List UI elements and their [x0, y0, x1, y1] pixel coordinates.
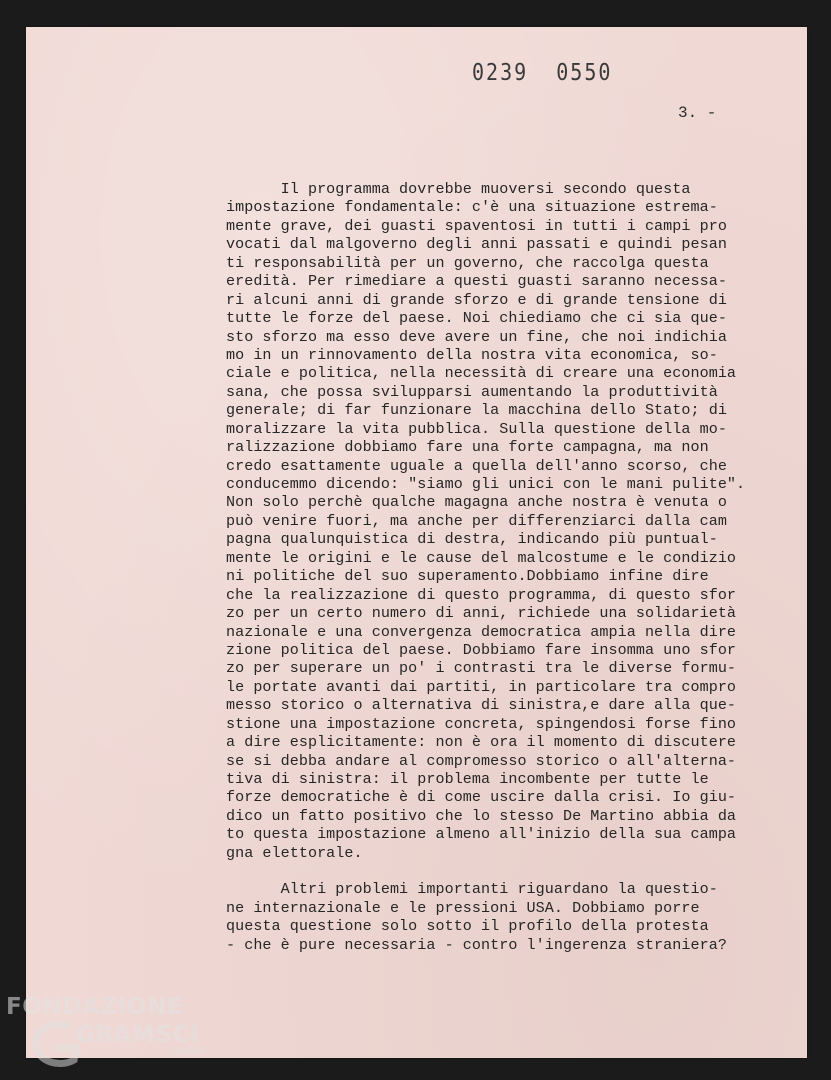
page-number: 3. - — [678, 104, 717, 122]
text-line: Non solo perchè qualche magagna anche nostra è venuta o — [226, 493, 727, 512]
watermark-line1: FONDAZIONE — [6, 994, 184, 1020]
text-line: gna elettorale. — [226, 843, 363, 862]
fondazione-gramsci-watermark — [4, 990, 214, 1070]
text-line: che la realizzazione di questo programma, di questo sfor — [226, 585, 737, 604]
watermark-suffix: onlus — [174, 1046, 205, 1057]
text-line: messo storico o alternativa di sinistra,e dare alla que- — [226, 696, 737, 715]
text-line: mente grave, dei guasti spaventosi in tutti i campi pro — [226, 216, 727, 235]
text-line: nazionale e una convergenza democratica ampia nella dire — [226, 622, 737, 641]
text-line: zo per superare un po' i contrasti tra le diverse formu- — [226, 659, 737, 678]
text-line: mo in un rinnovamento della nostra vita economica, so- — [226, 345, 718, 364]
text-line: può venire fuori, ma anche per differenziarci dalla cam — [226, 511, 727, 530]
text-line: dico un fatto positivo che lo stesso De Martino abbia da — [226, 806, 737, 825]
paragraph-gap — [226, 862, 786, 880]
text-line: forze democratiche è di come uscire dalla crisi. Io giu- — [226, 788, 737, 807]
text-line: impostazione fondamentale: c'è una situazione estrema- — [226, 198, 718, 217]
text-line: zione politica del paese. Dobbiamo fare insomma uno sfor — [226, 640, 737, 659]
text-line: sana, che possa svilupparsi aumentando la produttività — [226, 382, 718, 401]
text-line: Il programma dovrebbe muoversi secondo questa — [226, 180, 691, 198]
text-line: Altri problemi importanti riguardano la questio- — [226, 880, 718, 899]
text-line: vocati dal malgoverno degli anni passati e quindi pesan — [226, 235, 727, 254]
watermark-logo-icon — [4, 990, 214, 1070]
text-line: ne internazionale e le pressioni USA. Dobbiamo porre — [226, 898, 700, 917]
text-line: ralizzazione dobbiamo fare una forte campagna, ma non — [226, 438, 709, 457]
text-line: ni politiche del suo superamento.Dobbiamo infine dire — [226, 567, 709, 586]
text-line: ri alcuni anni di grande sforzo e di grande tensione di — [226, 290, 727, 309]
text-line: pagna qualunquistica di destra, indicando più puntual- — [226, 530, 718, 549]
text-line: zo per un certo numero di anni, richiede una solidarietà — [226, 604, 737, 623]
text-line: conducemmo dicendo: "siamo gli unici con le mani pulite". — [226, 475, 746, 493]
text-line: a dire esplicitamente: non è ora il momento di discutere — [226, 733, 737, 752]
text-line: - che è pure necessaria - contro l'ingerenza straniera? — [226, 935, 727, 954]
text-line: le portate avanti dai partiti, in particolare tra compro — [226, 677, 737, 696]
text-line: ciale e politica, nella necessità di creare una economia — [226, 364, 737, 383]
text-line: questa questione solo sotto il profilo della protesta — [226, 917, 709, 936]
text-line: credo esattamente uguale a quella dell'anno scorso, che — [226, 456, 727, 475]
watermark-line2: GRAMSCI — [76, 1022, 200, 1048]
text-line: stione una impostazione concreta, spingendosi forse fino — [226, 714, 737, 733]
text-line: sto sforzo ma esso deve avere un fine, che noi indichia — [226, 327, 727, 346]
typewritten-body — [226, 180, 786, 954]
text-line: ti responsabilità per un governo, che raccolga questa — [226, 253, 709, 272]
text-line: moralizzare la vita pubblica. Sulla questione della mo- — [226, 419, 727, 438]
text-line: to questa impostazione almeno all'inizio della sua campa — [226, 825, 737, 844]
text-line: tiva di sinistra: il problema incombente per tutte le — [226, 770, 709, 788]
text-line: generale; di far funzionare la macchina dello Stato; di — [226, 401, 727, 420]
text-line: mente le origini e le cause del malcostume e le condizio — [226, 548, 737, 567]
archive-number-stamp: 0239 0550 — [472, 58, 613, 86]
text-line: tutte le forze del paese. Noi chiediamo che ci sia que- — [226, 309, 727, 328]
text-line: se si debba andare al compromesso storico o all'alterna- — [226, 751, 737, 770]
text-line: eredità. Per rimediare a questi guasti saranno necessa- — [226, 272, 727, 291]
